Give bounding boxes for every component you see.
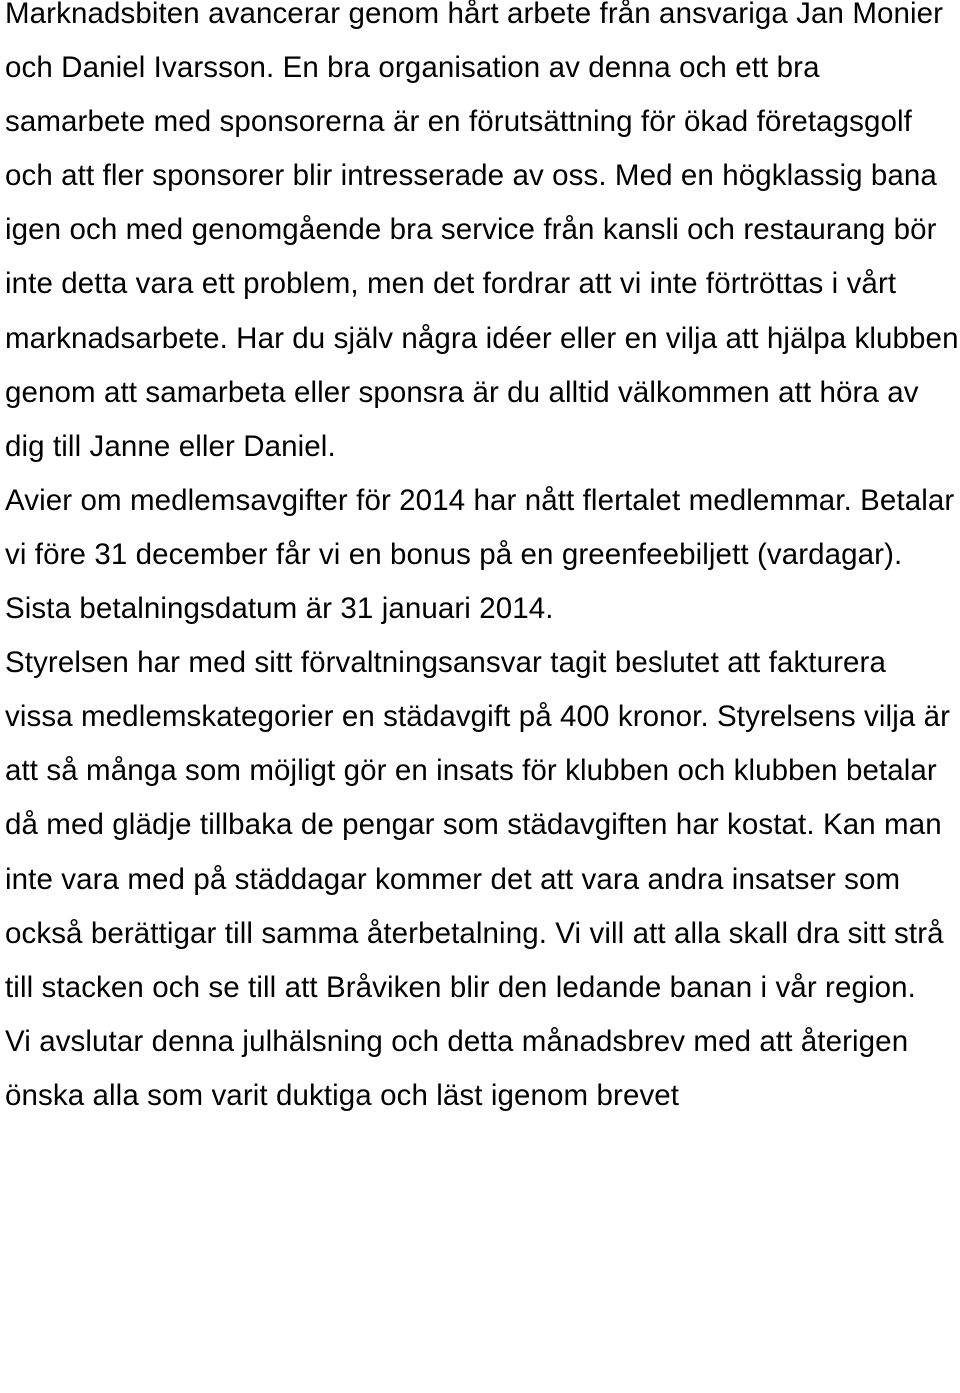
paragraph-marketing: Marknadsbiten avancerar genom hårt arbete från ansvariga Jan Monier och Daniel Ivarsson. En bra organisation av denna och ett bra samarbete med sponsorerna är en förutsättning för ökad företagsgolf och att fler sponsorer blir intresserade av oss. Med en högklassig bana igen och med genomgående bra service från kansli och restaurang bör inte detta vara ett problem, men det fordrar att vi inte förtröttas i vårt marknadsarbete. Har du själv några idéer eller en vilja att hjälpa klubben genom att samarbeta eller sponsra är du alltid välkommen att höra av dig till Janne eller Daniel. <box>5 0 959 463</box>
paragraph-membership-fees: Avier om medlemsavgifter för 2014 har nått flertalet medlemmar. Betalar vi före 31 december får vi en bonus på en greenfeebiljett (vardagar). Sista betalningsdatum är 31 januari 2014. <box>5 483 955 626</box>
document-page <box>5 0 960 1123</box>
paragraph-cleaning-fee: Styrelsen har med sitt förvaltningsansvar tagit beslutet att fakturera vissa medlemskategorier en städavgift på 400 kronor. Styrelsens vilja är att så många som möjligt gör en insats för klubben och klubben betalar då med glädje tillbaka de pengar som städavgiften har kostat. Kan man inte vara med på städdagar kommer det att vara andra insatser som också berättigar till samma återbetalning. Vi vill att alla skall dra sitt strå till stacken och se till att Bråviken blir den ledande banan i vår region. <box>5 646 951 1004</box>
paragraph-closing: Vi avslutar denna julhälsning och detta månadsbrev med att återigen önska alla som varit duktiga och läst igenom brevet <box>5 1024 909 1112</box>
